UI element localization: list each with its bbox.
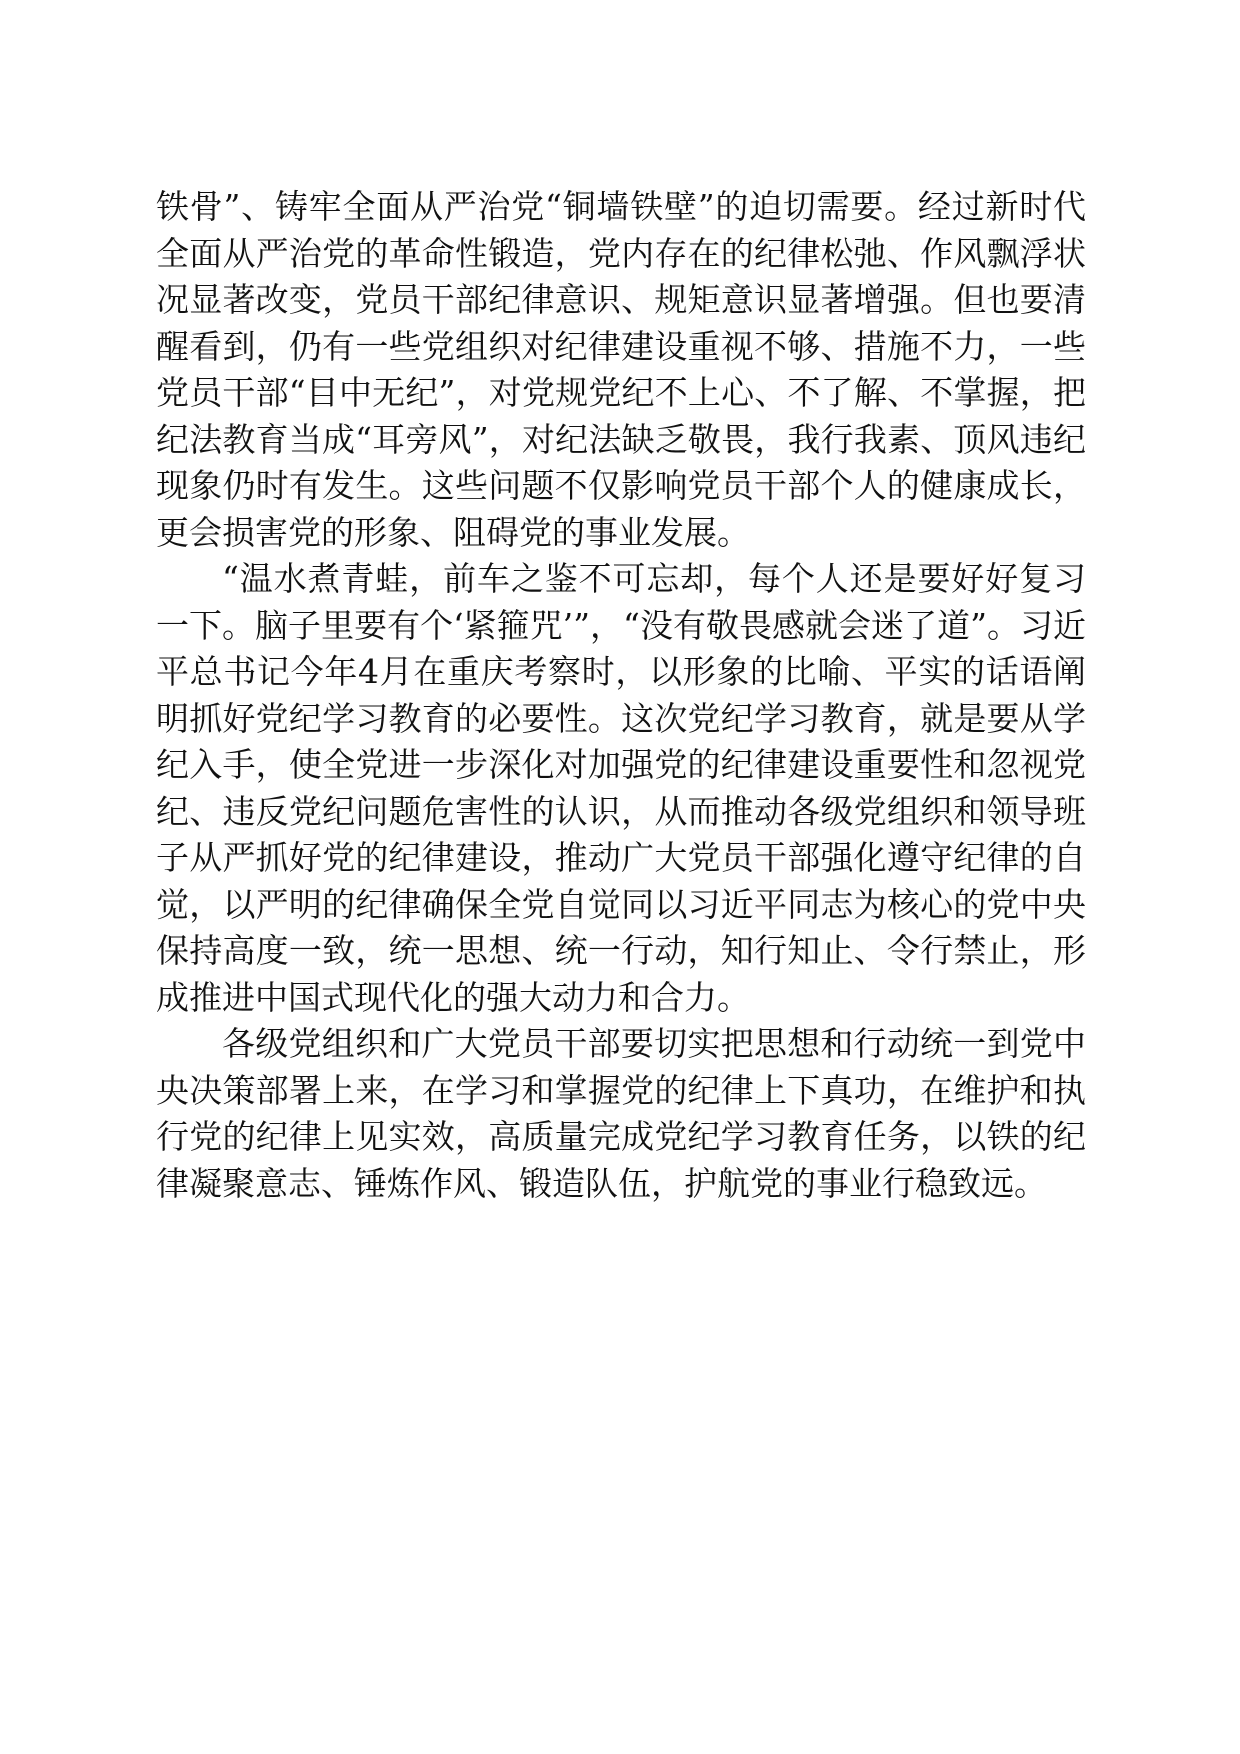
paragraph-2: “温水煮青蛙，前车之鉴不可忘却，每个人还是要好好复习一下。脑子里要有个‘紧箍咒’”，“没有敬畏感就会迷了道”。习近平总书记今年4月在重庆考察时，以形象的比喻、平实的话语阐明抓好党纪学习教育的必要性。这次党纪学习教育，就是要从学纪入手，使全党进一步深化对加强党的纪律建设重要性和忽视党纪、违反党纪问题危害性的认识，从而推动各级党组织和领导班子从严抓好党的纪律建设，推动广大党员干部强化遵守纪律的自觉，以严明的纪律确保全党自觉同以习近平同志为核心的党中央保持高度一致，统一思想、统一行动，知行知止、令行禁止，形成推进中国式现代化的强大动力和合力。 — [156, 559, 1086, 1017]
paragraph-1: 铁骨”、铸牢全面从严治党“铜墙铁壁”的迫切需要。经过新时代全面从严治党的革命性锻造，党内存在的纪律松弛、作风飘浮状况显著改变，党员干部纪律意识、规矩意识显著增强。但也要清醒看到，仍有一些党组织对纪律建设重视不够、措施不力，一些党员干部“目中无纪”，对党规党纪不上心、不了解、不掌握，把纪法教育当成“耳旁风”，对纪法缺乏敬畏，我行我素、顶风违纪现象仍时有发生。这些问题不仅影响党员干部个人的健康成长，更会损害党的形象、阻碍党的事业发展。 — [156, 187, 1086, 552]
paragraph-3: 各级党组织和广大党员干部要切实把思想和行动统一到党中央决策部署上来，在学习和掌握党的纪律上下真功，在维护和执行党的纪律上见实效，高质量完成党纪学习教育任务，以铁的纪律凝聚意志、锤炼作风、锻造队伍，护航党的事业行稳致远。 — [156, 1024, 1086, 1203]
document-body — [156, 184, 1086, 1207]
